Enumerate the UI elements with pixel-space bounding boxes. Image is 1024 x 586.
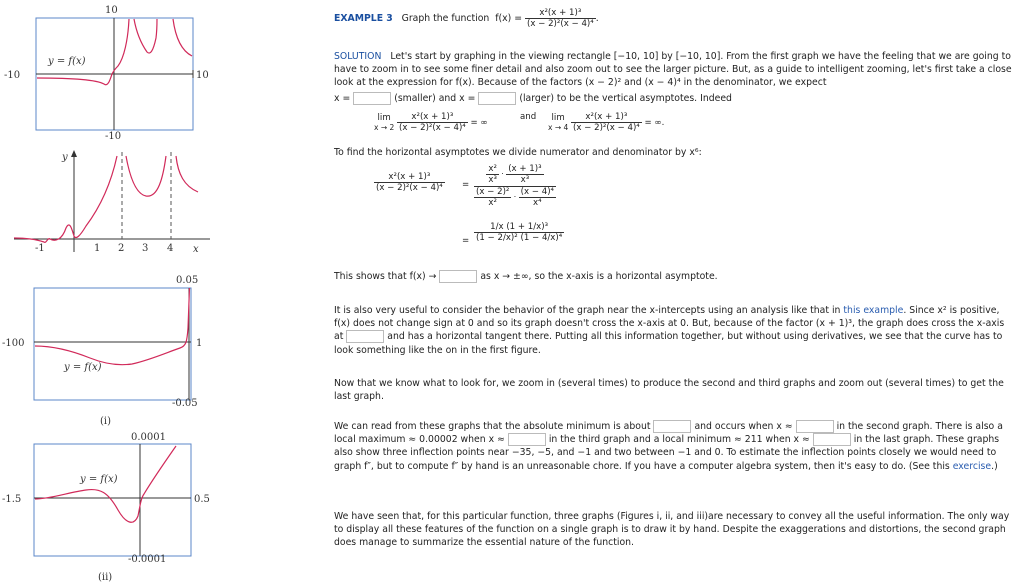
numerator: x²(x + 1)³	[397, 112, 468, 123]
curve-label: y = f(x)	[64, 362, 102, 373]
answer-blank[interactable]	[439, 270, 477, 283]
denominator: (x − 2)²(x − 4)⁴	[399, 123, 466, 133]
text: and has a horizontal tangent there. Putting all this information together, but without using derivatives, we see that the curve has to look something like the on in the first figure.	[334, 331, 1003, 356]
d: x³	[488, 175, 497, 185]
n: (x − 2)²	[476, 187, 510, 197]
equals: =	[462, 180, 470, 190]
text: (smaller) and x =	[394, 93, 476, 104]
d: x²	[488, 198, 497, 208]
text: It is also very useful to consider the behavior of the graph near the x-intercepts using an analysis like that in	[334, 305, 841, 316]
limit-2	[548, 112, 664, 133]
text: as x → ±∞, so the x-axis is a horizontal asymptote.	[480, 271, 718, 282]
curve-label: y = f(x)	[48, 56, 86, 67]
text: We can read from these graphs that the absolute minimum is about	[334, 421, 651, 432]
curve	[14, 156, 117, 242]
example-fx: f(x) =	[495, 13, 523, 24]
n: (x + 1)³	[508, 164, 542, 174]
answer-blank[interactable]	[346, 330, 384, 343]
text: in the third graph and a local minimum ≈ 211 when x ≈	[548, 434, 810, 446]
label-right: 10	[196, 70, 209, 81]
answer-blank[interactable]	[478, 92, 516, 105]
answer-blank[interactable]	[353, 92, 391, 105]
text: . Since x² is positive, f(x) does not change sign at 0 and so its graph doesn't cross the x-axis at 0. But, because of the factor (x + 1)³, the graph does cross the x-axis at	[334, 305, 1005, 343]
label-bottom: -10	[105, 131, 122, 142]
text: in the last graph. These graphs also show three inflection points near −35, −5, and −1 and two between −1 and 0. To estimate the inflection points closely we would need to graph f″, but to compute f″ by hand is an unreasonable chore. If you have a computer algebra system, then it's easy to do. (See this	[334, 434, 1000, 472]
text: in the second graph. There is also a local maximum ≈ 0.00002 when x ≈	[334, 421, 1003, 446]
and-text: and	[520, 112, 537, 122]
solution-paragraph-4	[334, 304, 1016, 357]
limit-1	[374, 112, 488, 133]
label-left: -10	[4, 70, 21, 81]
tick-label: 1	[94, 243, 101, 254]
curve-segment	[176, 156, 198, 192]
tick-label: 3	[142, 243, 149, 254]
n: (x − 4)⁴	[520, 187, 554, 197]
solution-paragraph-1	[334, 50, 1016, 90]
limit-fraction	[397, 112, 468, 133]
solution-paragraph-2: To find the horizontal asymptotes we divide numerator and denominator by x⁶:	[334, 147, 702, 158]
graph-ii	[0, 428, 330, 586]
label-bottom: -0.05	[172, 398, 198, 409]
graphs-column	[0, 0, 330, 586]
numerator: x²(x + 1)³	[525, 8, 596, 19]
equation-lhs	[374, 172, 445, 193]
label-right: 1	[196, 338, 203, 349]
example-label: EXAMPLE 3	[334, 13, 393, 24]
text-column	[334, 0, 1018, 586]
denominator: (x − 2)²(x − 4)⁴	[376, 183, 443, 193]
solution-paragraph-5: Now that we know what to look for, we zoom in (several times) to produce the second and third graphs and zoom out (several times) to get the last graph.	[334, 378, 1004, 403]
label-top: 10	[105, 5, 118, 16]
solution-text: Let's start by graphing in the viewing rectangle [−10, 10] by [−10, 10]. From the first graph we have the feeling that we are going to have to zoom in to see some finer detail and also zoom out to see the larger picture. But, as a guide to intelligent zooming, let's first take a close look at the expression for f(x). Because of the factors (x − 2)² and (x − 4)⁴ in the denominator, we expect	[334, 51, 1012, 89]
label-left: -1.5	[2, 494, 22, 505]
lim-text: lim	[551, 112, 565, 123]
answer-blank[interactable]	[813, 433, 851, 446]
numerator: x²(x + 1)³	[571, 112, 642, 123]
text: and occurs when x ≈	[694, 421, 793, 432]
frac-b	[506, 164, 543, 185]
limit-value: = ∞.	[644, 118, 665, 128]
solution-paragraph-3	[334, 270, 1016, 283]
n: x²	[488, 164, 497, 174]
tick-label: 2	[118, 243, 125, 254]
graph-frame	[34, 444, 191, 556]
equals: =	[462, 236, 470, 246]
final-fraction	[474, 222, 564, 243]
example-header: EXAMPLE 3 Graph the function f(x) = $\frac{\text{x²(x + 1)³}}{\text{(x − 2)²(x − 4)⁴}}$ .	[334, 8, 599, 29]
lhs-fraction	[374, 172, 445, 193]
text: .)	[991, 460, 998, 472]
solution-paragraph-1b	[334, 92, 1016, 105]
frac-c	[474, 187, 511, 208]
text: This shows that f(x) →	[334, 271, 437, 282]
lim-sub: x → 4	[548, 122, 569, 132]
d: x³	[520, 175, 530, 185]
denominator: (x − 2)²(x − 4)⁴	[573, 123, 640, 133]
answer-blank[interactable]	[796, 420, 834, 433]
solution-paragraph-7: We have seen that, for this particular function, three graphs (Figures i, ii, and iii)are necessary to convey all the useful information. The only way to display all these features of the function on a single graph is to draw it by hand. Despite the exaggerations and distortions, the second graph does manage to summarize the essential nature of the function.	[334, 511, 1010, 549]
limit-value: = ∞	[470, 118, 488, 128]
solution-label: SOLUTION	[334, 51, 382, 62]
y-label: y	[62, 152, 68, 163]
y-arrow-icon	[71, 150, 77, 157]
numerator: 1/x (1 + 1/x)³	[474, 222, 564, 233]
example-fraction	[525, 8, 596, 29]
graph-i	[0, 268, 330, 428]
frac-d	[519, 187, 556, 208]
example-link[interactable]: this example	[843, 305, 904, 316]
label-top: 0.0001	[131, 432, 166, 443]
text: x =	[334, 93, 351, 104]
curve-label: y = f(x)	[80, 474, 118, 485]
label-top: 0.05	[176, 275, 199, 286]
d: x⁴	[533, 198, 542, 208]
answer-blank[interactable]	[508, 433, 546, 446]
graph-viewing-rectangle-10	[0, 0, 330, 150]
curve-segment	[126, 156, 166, 196]
answer-blank[interactable]	[653, 420, 691, 433]
lim-text: lim	[377, 112, 391, 123]
tick-label: 4	[167, 243, 174, 254]
caption: (i)	[100, 416, 112, 427]
caption: (ii)	[98, 572, 113, 583]
equation-step-3	[474, 222, 564, 243]
label-left: -100	[2, 338, 25, 349]
equation-step-2: $\frac{\text{x²}}{\text{x³}}$ · $\frac{\text{(x + 1)³}}{\text{x³}}$ $\frac{\text{(x − 2)²}}{\text{x²}}$ · $\frac{\text{(x − 4)⁴}}{\text{x⁴}}$	[476, 164, 554, 208]
lim-sub: x → 2	[374, 122, 395, 132]
limit-fraction	[571, 112, 642, 133]
graph-frame	[34, 288, 191, 400]
label-bottom: -0.0001	[128, 554, 167, 565]
x-label: x	[193, 244, 199, 255]
graph-sketch	[0, 148, 330, 260]
denominator: (x − 2)²(x − 4)⁴	[526, 19, 594, 29]
tick-label: -1	[35, 243, 45, 254]
frac-a	[486, 164, 499, 185]
exercise-link[interactable]: exercise	[952, 460, 992, 472]
example-prompt: Graph the function	[401, 13, 490, 24]
solution-paragraph-6	[334, 420, 1016, 473]
text: (larger) to be the vertical asymptotes. Indeed	[519, 93, 732, 104]
label-right: 0.5	[194, 494, 210, 505]
denominator: (1 − 2/x)² (1 − 4/x)⁴	[476, 233, 563, 243]
numerator: x²(x + 1)³	[374, 172, 445, 183]
